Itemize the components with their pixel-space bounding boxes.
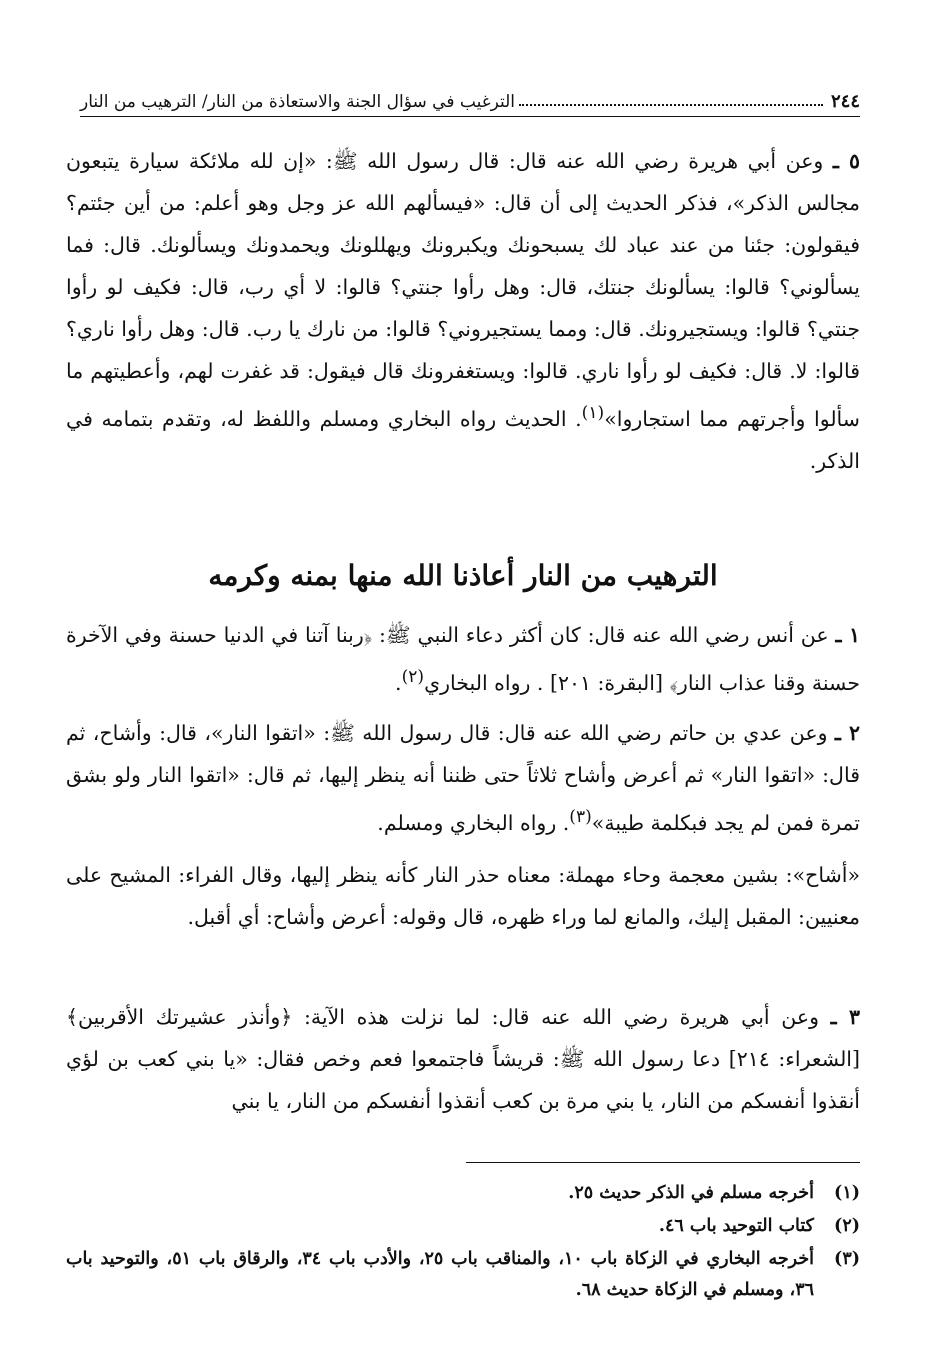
hadith-suffix: . bbox=[395, 670, 402, 695]
header-dot-leader bbox=[519, 103, 823, 106]
hadith-5 bbox=[66, 140, 860, 482]
hadith-suffix: . رواه البخاري ومسلم. bbox=[377, 810, 570, 835]
footnote-number: (٢) bbox=[834, 1216, 860, 1236]
hadith-suffix: . bbox=[575, 406, 582, 431]
explanation-text: «أشاح»: بشين معجمة وحاء مهملة: معناه حذر النار كأنه ينظر إليها، وقال الفراء: المشيح على معنيين: المقبل إليك، والمانع لما وراء ظهره، قال وقوله: أعرض وأشاح: أي أقبل. bbox=[66, 863, 860, 929]
footnote-number: (٣) bbox=[834, 1249, 860, 1269]
hadith-text: عن أنس رضي الله عنه قال: كان أكثر دعاء النبي ﷺ: ﴿ربنا آتنا في الدنيا حسنة وفي الآخرة حسنة وقنا عذاب النار﴾ [البقرة: ٢٠١] . رواه البخاري bbox=[66, 623, 860, 695]
hadith-note: الحديث رواه البخاري ومسلم واللفظ له، وتقدم بتمامه في الذكر. bbox=[66, 406, 860, 473]
hadith-1 bbox=[66, 614, 860, 704]
hadith-text: وعن أبي هريرة رضي الله عنه قال: لما نزلت هذه الآية: ﴿وأنذر عشيرتك الأقربين﴾ [الشعراء: ٢١٤] دعا رسول الله ﷺ: قريشاً فاجتمعوا فعم وخص فقال: «يا بني كعب بن لؤي أنقذوا أنفسكم من النار، يا بني مرة بن كعب أنقذوا أنفسكم من النار، يا بني bbox=[66, 1005, 861, 1113]
running-title: الترغيب في سؤال الجنة والاستعاذة من النار/ الترهيب من النار bbox=[80, 92, 516, 112]
footnote-number: (١) bbox=[834, 1183, 860, 1203]
footnote-1 bbox=[66, 1178, 860, 1209]
section-heading: الترهيب من النار أعاذنا الله منها بمنه وكرمه bbox=[208, 559, 718, 592]
hadith-number: ٢ ـ bbox=[834, 721, 860, 745]
hadith-2 bbox=[66, 712, 860, 844]
hadith-3 bbox=[66, 996, 860, 1122]
footnote-3 bbox=[66, 1244, 860, 1306]
footnote-2 bbox=[66, 1211, 860, 1242]
page-header bbox=[80, 82, 860, 117]
hadith-number: ٥ ـ bbox=[832, 149, 860, 173]
footnote-separator bbox=[466, 1162, 860, 1163]
hadith-number: ٣ ـ bbox=[830, 1005, 860, 1029]
footnote-text: أخرجه البخاري في الزكاة باب ١٠، والمناقب باب ٢٥، والأدب باب ٣٤، والرقاق باب ٥١، والتوحيد باب ٣٦، ومسلم في الزكاة حديث ٦٨. bbox=[66, 1249, 814, 1300]
explanation-paragraph bbox=[66, 854, 860, 938]
footnote-ref: (١) bbox=[581, 403, 605, 423]
footnote-text: أخرجه مسلم في الذكر حديث ٢٥. bbox=[568, 1183, 814, 1203]
footnote-text: كتاب التوحيد باب ٤٦. bbox=[658, 1216, 814, 1236]
hadith-text: وعن أبي هريرة رضي الله عنه قال: قال رسول الله ﷺ: «إن لله ملائكة سيارة يتبعون مجالس الذكر»، فذكر الحديث إلى أن قال: «فيسألهم الله عز وجل وهو أعلم: من أين جئتم؟ فيقولون: جئنا من عند عباد لك يسبحونك ويكبرونك ويهللونك ويحمدونك ويسألونك. قال: فما يسألوني؟ قالوا: يسألونك جنتك، قال: وهل رأوا جنتي؟ قالوا: لا أي رب، قال: فكيف لو رأوا جنتي؟ قالوا: ويستجيرونك. قال: ومما يستجيروني؟ قالوا: من نارك يا رب. قال: وهل رأوا ناري؟ قالوا: لا. قال: فكيف لو رأوا ناري. قالوا: ويستغفرونك قال فيقول: قد غفرت لهم، وأعطيتهم ما سألوا وأجرتهم مما استجاروا» bbox=[66, 149, 860, 431]
page-number: ٢٤٤ bbox=[830, 91, 860, 112]
hadith-number: ١ ـ bbox=[835, 623, 860, 647]
footnote-ref: (٢) bbox=[401, 667, 425, 687]
footnote-ref: (٣) bbox=[569, 807, 592, 827]
hadith-text: وعن عدي بن حاتم رضي الله عنه قال: قال رسول الله ﷺ: «اتقوا النار»، قال: وأشاح، ثم قال: «اتقوا النار» ثم أعرض وأشاح ثلاثاً حتى ظننا أنه ينظر إليها، ثم قال: «اتقوا النار ولو بشق تمرة فمن لم يجد فبكلمة طيبة» bbox=[66, 721, 860, 835]
